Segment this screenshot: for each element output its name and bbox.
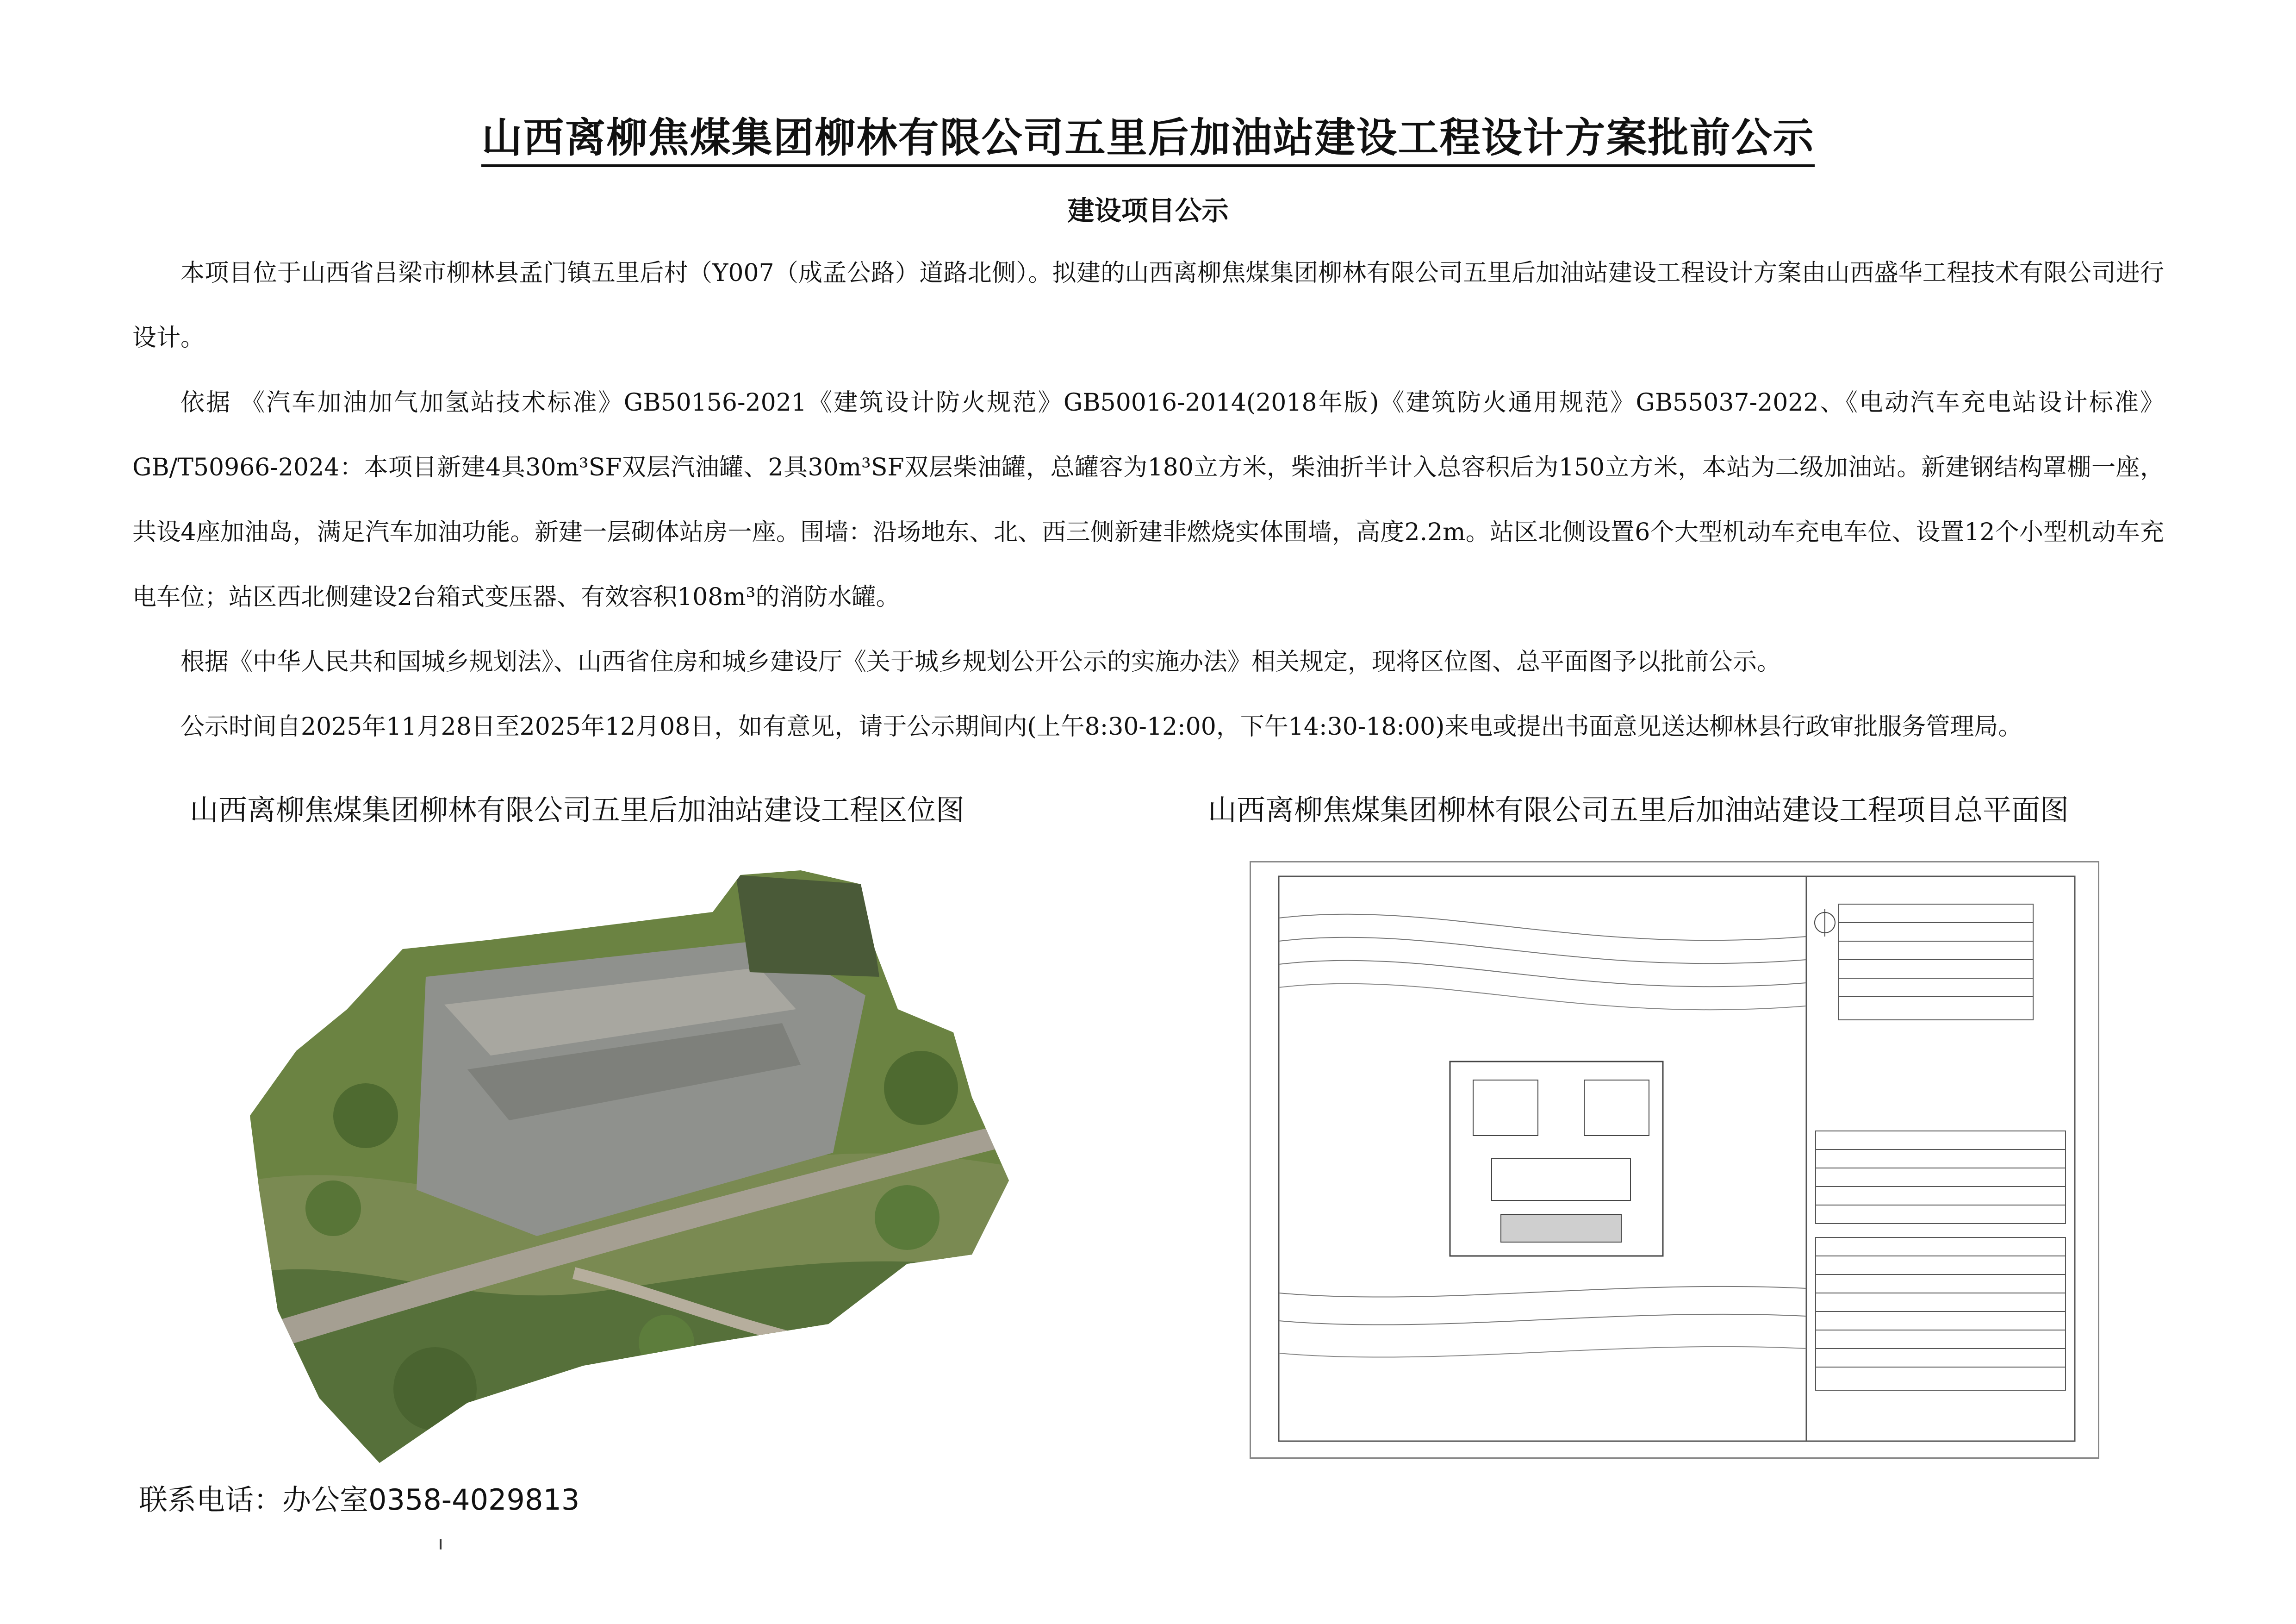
page-subtitle: 建设项目公示 [1067, 195, 1229, 226]
stray-mark [440, 1539, 442, 1549]
page-title: 山西离柳焦煤集团柳林有限公司五里后加油站建设工程设计方案批前公示 [0, 106, 2296, 164]
paragraph-period: 公示时间自2025年11月28日至2025年12月08日，如有意见，请于公示期间内(上午8:30-12:00，下午14:30-18:00)来电或提出书面意见送达柳林县行政审批服务管理局。 [180, 713, 2022, 741]
aerial-location-image [250, 856, 1037, 1463]
site-plan-drawing [1250, 861, 2099, 1459]
notice-body [132, 241, 2164, 759]
paragraph-legal: 根据《中华人民共和国城乡规划法》、山西省住房和城乡建设厅《关于城乡规划公开公示的实施办法》相关规定，现将区位图、总平面图予以批前公示。 [180, 648, 1781, 676]
site-plan-caption: 山西离柳焦煤集团柳林有限公司五里后加油站建设工程项目总平面图 [1208, 793, 2069, 827]
location-map-caption: 山西离柳焦煤集团柳林有限公司五里后加油站建设工程区位图 [190, 793, 965, 827]
paragraph-basis: 依据 《汽车加油加气加氢站技术标准》GB50156-2021《建筑设计防火规范》GB50016-2014(2018年版)《建筑防火通用规范》GB55037-2022、《电动汽车充电站设计标准》GB/T50966-2024：本项目新建4具30m³SF双层汽油罐、2具30m³SF双层柴油罐，总罐容为180立方米，柴油折半计入总容积后为150立方米，本站为二级加油站。新建钢结构罩棚一座，共设4座加油岛，满足汽车加油功能。新建一层砌体站房一座。围墙：沿场地东、北、西三侧新建非燃烧实体围墙，高度2.2m。站区北侧设置6个大型机动车充电车位、设置12个小型机动车充电车位；站区西北侧建设2台箱式变压器、有效容积108m³的消防水罐。 [132, 389, 2164, 611]
paragraph-location: 本项目位于山西省吕梁市柳林县孟门镇五里后村（Y007（成孟公路）道路北侧）。拟建的山西离柳焦煤集团柳林有限公司五里后加油站建设工程设计方案由山西盛华工程技术有限公司进行设计。 [132, 259, 2164, 352]
contact-phone: 联系电话：办公室0358-4029813 [139, 1483, 580, 1517]
site-plan-svg [1251, 862, 2098, 1457]
